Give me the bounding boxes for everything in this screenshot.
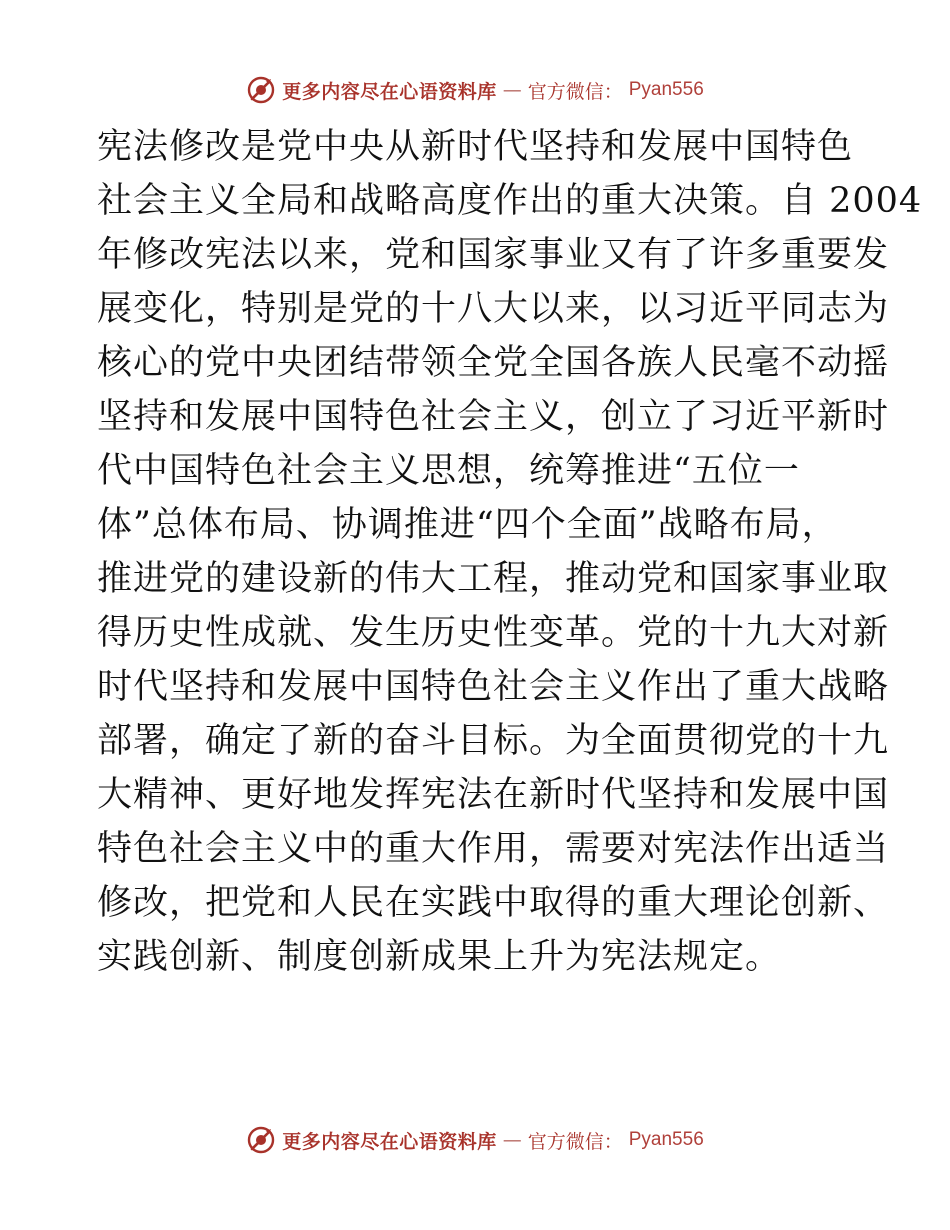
body-line-6: 坚持和发展中国特色社会主义，创立了习近平新时 — [97, 397, 890, 437]
body-line-11: 时代坚持和发展中国特色社会主义作出了重大战略 — [97, 667, 890, 707]
body-line-10: 得历史性成就、发生历史性变革。党的十九大对新 — [97, 613, 890, 653]
body-line-7: 代中国特色社会主义思想，统筹推进“五位一 — [97, 451, 800, 491]
body-line-5: 核心的党中央团结带领全党全国各族人民毫不动摇 — [97, 343, 890, 383]
body-line-2: 社会主义全局和战略高度作出的重大决策。自 2004 — [97, 181, 923, 221]
body-line-3: 年修改宪法以来，党和国家事业又有了许多重要发 — [97, 235, 890, 275]
brand-logo-icon — [246, 1125, 276, 1155]
footer-separator: — — [502, 1129, 522, 1151]
footer-banner-text: 更多内容尽在心语资料库 — [282, 1130, 497, 1153]
header-wechat-id: Pyan556 — [628, 79, 704, 100]
body-line-1: 宪法修改是党中央从新时代坚持和发展中国特色 — [97, 127, 854, 167]
footer-banner — [0, 1120, 950, 1160]
header-separator: — — [502, 79, 522, 101]
footer-wechat-label: 官方微信： — [527, 1130, 623, 1153]
body-line-9: 推进党的建设新的伟大工程，推动党和国家事业取 — [97, 559, 890, 599]
body-line-14: 特色社会主义中的重大作用，需要对宪法作出适当 — [97, 829, 890, 869]
header-banner-text: 更多内容尽在心语资料库 — [282, 80, 497, 103]
body-line-4: 展变化，特别是党的十八大以来，以习近平同志为 — [97, 289, 890, 329]
body-line-16: 实践创新、制度创新成果上升为宪法规定。 — [97, 937, 782, 977]
body-line-13: 大精神、更好地发挥宪法在新时代坚持和发展中国 — [97, 775, 890, 815]
body-line-12: 部署，确定了新的奋斗目标。为全面贯彻党的十九 — [97, 721, 890, 761]
brand-logo-icon — [246, 75, 276, 105]
document-body — [97, 120, 923, 984]
header-banner — [0, 70, 950, 110]
body-line-15: 修改，把党和人民在实践中取得的重大理论创新、 — [97, 883, 890, 923]
header-wechat-label: 官方微信： — [527, 80, 623, 103]
footer-wechat-id: Pyan556 — [628, 1129, 704, 1150]
body-line-8: 体”总体布局、协调推进“四个全面”战略布局， — [97, 505, 838, 545]
